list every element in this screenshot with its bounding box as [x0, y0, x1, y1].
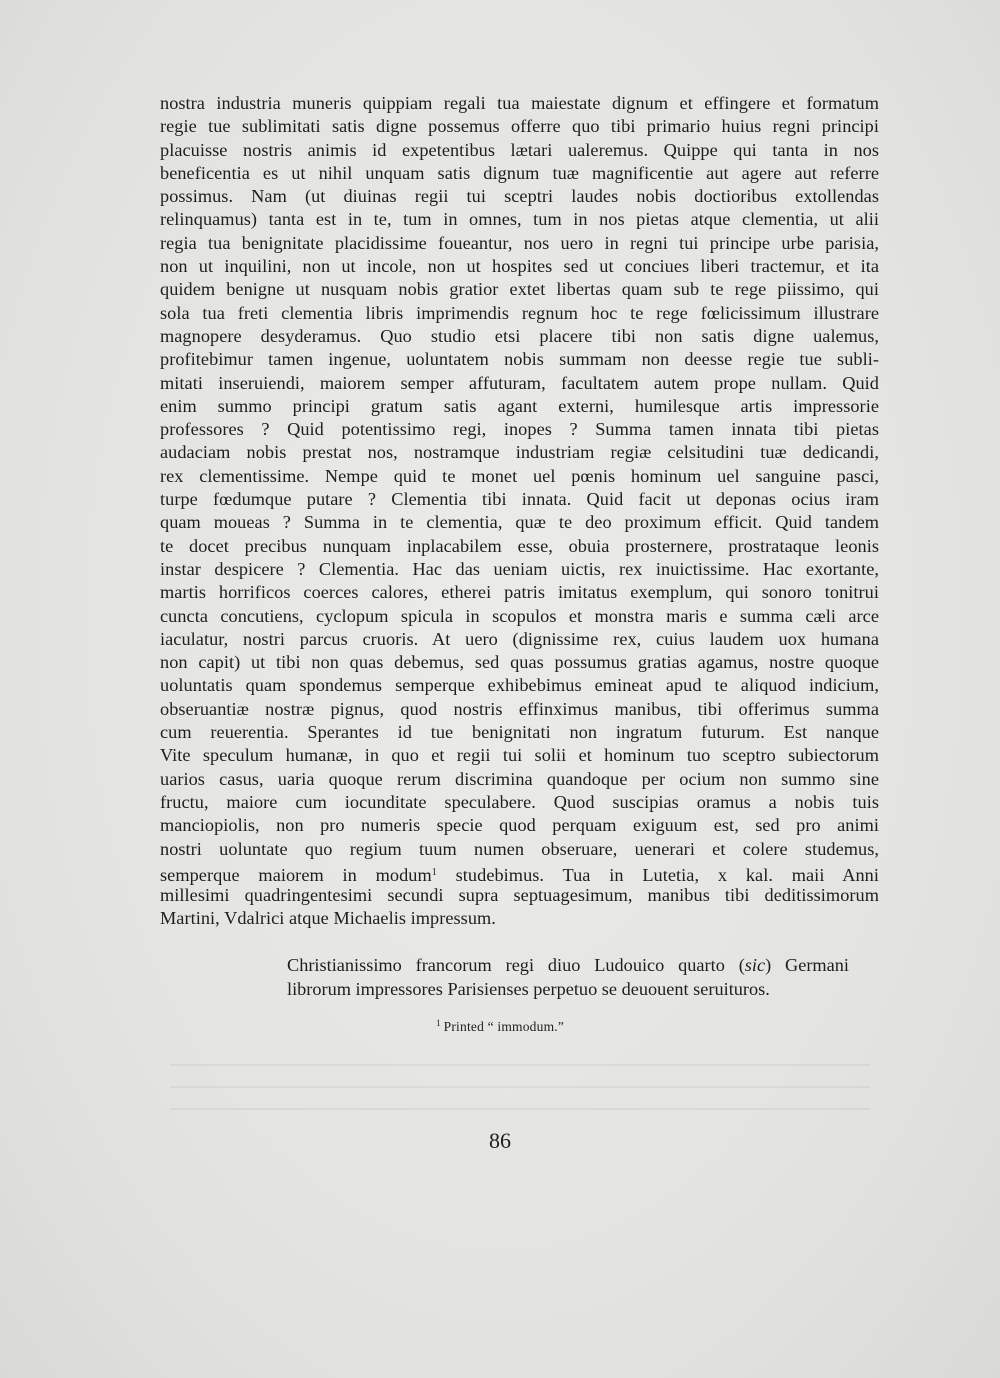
dedication-line: librorum impressores Parisienses perpetuo se deuouent seruituros. — [287, 978, 770, 999]
dedication-line: Christianissimo francorum regi diuo Ludouico quarto (sic) Germani — [287, 955, 849, 975]
text-line: possimus. Nam (ut diuinas regii tui sceptri laudes nobis doctioribus extollendas — [160, 186, 879, 207]
page-number: 86 — [489, 1128, 511, 1153]
text-line: regia tua benignitate placidissime foueantur, nos uero in regni tui principe urbe parisia, — [160, 232, 879, 253]
main-text-block — [160, 92, 879, 931]
footnote — [0, 1018, 1000, 1035]
text-line: cum reuerentia. Sperantes id tue benignitati non ingratum futurum. Est nanque — [160, 722, 879, 743]
text-line: rex clementissime. Nempe quid te monet uel pœnis hominum uel sanguine pasci, — [160, 465, 879, 486]
text-line: relinquamus) tanta est in te, tum in omnes, tum in nos pietas atque clementia, ut alii — [160, 209, 879, 230]
footnote-text: Printed “ immodum.” — [443, 1019, 565, 1034]
text-line: enim summo principi gratum satis agant externi, humilesque artis impressorie — [160, 395, 879, 416]
text-line: uarios casus, uaria quoque rerum discrimina quandoque per ocium non summo sine — [160, 768, 879, 789]
text-line: beneficentia es ut nihil unquam satis dignum tuæ magnificentie aut agere aut referre — [160, 162, 879, 183]
dedication-block — [287, 954, 849, 1001]
text-line: professores ? Quid potentissimo regi, inopes ? Summa tamen innata tibi pietas — [160, 419, 879, 440]
footnote-reference: 1 — [431, 866, 437, 878]
text-line: Vite speculum humanæ, in quo et regii tui solii et hominum tuo sceptro subiectorum — [160, 745, 879, 766]
footnote-marker: 1 — [435, 1018, 441, 1028]
text-line: nostra industria muneris quippiam regali tua maiestate dignum et effingere et formatum — [160, 93, 879, 113]
text-line: magnopere desyderamus. Quo studio etsi placere tibi non satis digne ualemus, — [160, 325, 879, 346]
text-line: nostri uoluntate quo regium tuum numen obseruare, uenerari et colere studemus, — [160, 838, 879, 859]
text-line: mitati inseruiendi, maiorem semper affuturam, facultatem autem prope nullam. Quid — [160, 372, 879, 393]
text-line: turpe fœdumque putare ? Clementia tibi innata. Quid facit ut deponas ocius iram — [160, 489, 879, 510]
text-line: martis horrificos coerces calores, etherei patris imitatus exemplum, qui sonoro tonitrui — [160, 582, 879, 603]
text-line: sola tua freti clementia libris imprimendis regnum hoc te rege fœlicissimum illustrare — [160, 302, 879, 323]
text-line: millesimi quadringentesimi secundi supra septuagesimum, manibus tibi deditissimorum — [160, 885, 879, 906]
text-line: manciopiolis, non pro numeris specie quod perquam exiguum est, sed pro animi — [160, 815, 879, 836]
text-line: non ut inquilini, non ut incole, non ut hospites sed ut conciues liberi tractemur, et ita — [160, 256, 879, 277]
text-line: iaculatur, nostri parcus cruoris. At uero (dignissime rex, cuius laudem uox humana — [160, 628, 879, 649]
text-line: audaciam nobis prestat nos, nostramque industriam regiæ celsitudini tuæ dedicandi, — [160, 442, 879, 463]
text-line: quidem benigne ut nusquam nobis gratior extet libertas quam sub te rege piissimo, qui — [160, 279, 879, 300]
text-fragment: semperque maiorem in modum — [160, 864, 432, 885]
text-line: Martini, Vdalrici atque Michaelis impressum. — [160, 908, 496, 929]
text-line: cuncta concutiens, cyclopum spicula in scopulos et monstra maris e summa cæli arce — [160, 605, 879, 626]
text-line: uoluntatis quam spondemus semperque exhibebimus emineat apud te aliquod indicium, — [160, 675, 879, 696]
text-line: instar despicere ? Clementia. Hac das ueniam uictis, rex inuictissime. Hac exortante, — [160, 558, 879, 579]
show-through-text — [170, 1050, 870, 1120]
text-fragment: studebimus. Tua in Lutetia, x kal. maii Anni — [455, 864, 879, 885]
text-line: non capit) ut tibi non quas debemus, sed quas possumus gratias agamus, nostre quoque — [160, 652, 879, 673]
text-line: placuisse nostris animis id expetentibus lætari ualeremus. Quippe qui tanta in nos — [160, 139, 879, 160]
text-line: obseruantiæ nostræ pignus, quod nostris effinximus manibus, tibi offerimus summa — [160, 698, 879, 719]
text-line: regie tue sublimitati satis digne possemus offerre quo tibi primario huius regni principi — [160, 116, 879, 137]
text-line: te docet precibus nunquam inplacabilem esse, obuia prosternere, prostrataque leonis — [160, 535, 879, 556]
text-line: quam moueas ? Summa in te clementia, quæ te deo proximum efficit. Quid tandem — [160, 512, 879, 533]
text-line-with-footnote-ref — [160, 861, 879, 884]
text-line: fructu, maiore cum iocunditate speculabere. Quod suscipias oramus a nobis tuis — [160, 791, 879, 812]
text-line: profitebimur tamen ingenue, uoluntatem nobis summam non deesse regie tue subli- — [160, 349, 879, 370]
